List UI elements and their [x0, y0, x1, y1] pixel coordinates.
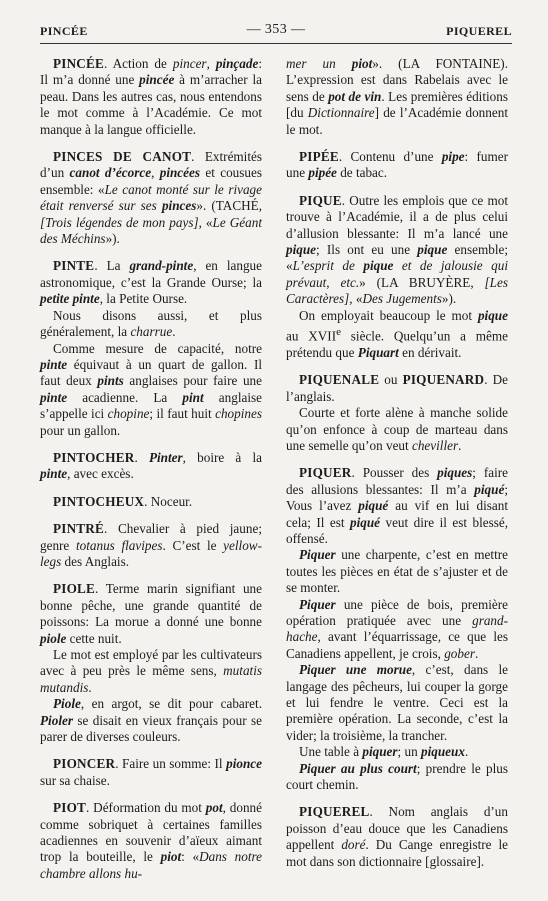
- left-column: [40, 56, 262, 893]
- entry-piquer: PIQUER. Pousser des piques; faire des allusions blessantes: Il m’a piqué; Vous l’avez piqué au vif en lui disant cela; Il est piqué veut dire il est blessé, offensé. Piquer une charpente, c’est en mettre toutes les pièces en état de s’ajuster et de se monter. Piquer une pièce de bois, première opération pratiquée avec une grand-hache, avant l’équarrissage, ce que les Canadiens appellent, je crois, gober. Piquer une morue, c’est, dans le langage des pêcheurs, lui couper la gorge et lui fendre le ventre. Ceci est la première opération. La seconde, c’est la vider; la troisième, la trancher. Une table à piquer; un piqueux. Piquer au plus court; prendre le plus court chemin.: [286, 465, 509, 793]
- entry-pintre: PINTRÉ. Chevalier à pied jaune; genre totanus flavipes. C’est le yellow-legs des Anglais.: [40, 521, 262, 569]
- entry-pioncer: PIONCER. Faire un somme: Il pionce sur sa chaise.: [40, 756, 262, 788]
- headword: PINTOCHEUX: [53, 493, 145, 509]
- headword: PINTOCHER: [53, 449, 135, 465]
- entry-pinte: PINTE. La grand-pinte, en langue astronomique, c’est la Grande Ourse; la petite pinte, la Petite Ourse. Nous disons aussi, et plus généralement, la charrue. Comme mesure de capacité, notre pinte équivaut à un quart de gallon. Il faut deux pints anglaises pour faire une pinte acadienne. La pint anglaise s’appelle ici chopine; il faut huit chopines pour un gallon.: [40, 258, 262, 438]
- headword: PIOT: [53, 800, 87, 816]
- headword: PIPÉE: [299, 149, 339, 165]
- running-header: [40, 22, 512, 42]
- headword: PIQUER: [299, 465, 352, 481]
- header-first-word: PINCÉE: [40, 24, 88, 38]
- headword: PINCÉE: [53, 56, 105, 71]
- headword: PIQUENALE: [299, 372, 380, 388]
- header-rule: [40, 43, 512, 44]
- entry-piot: PIOT. Déformation du mot pot, donné comme sobriquet à certaines familles acadiennes en souvenir d’aïeux aimant trop la bouteille, le piot: «Dans notre chambre allons hu-: [40, 800, 262, 881]
- entry-pintocher: PINTOCHER. Pinter, boire à la pinte, avec excès.: [40, 449, 263, 482]
- right-column: [286, 56, 508, 881]
- entry-pinces-de-canot: PINCES DE CANOT. Extrémités d’un canot d’écorce, pincées et cousues ensemble: «Le canot monté sur le rivage était renversé sur ses pinces». (TACHÉ, [Trois légendes de mon pays], «Le Géant des Méchins»).: [40, 149, 263, 247]
- header-last-word: PIQUEREL: [446, 24, 512, 38]
- entry-pincee: PINCÉE. Action de pincer, pinçade: Il m’a donné une pincée à m’arracher la peau. Dans les autres cas, nous entendons le mot comme à l’Académie. Ce mot manque à la langue officielle.: [40, 56, 263, 137]
- headword: PIOLE: [53, 581, 96, 597]
- entry-piole: PIOLE. Terme marin signifiant une bonne pêche, une grande quantité de poissons: La morue a donné une bonne piole cette nuit. Le mot est employé par les cultivateurs avec à peu près le même sens, mutatis mutandis. Piole, en argot, se dit pour cabaret. Pioler se disait en vieux français pour se parer de diverses couleurs.: [40, 581, 262, 745]
- headword: PINCES DE CANOT: [53, 149, 192, 165]
- headword: PINTE: [53, 258, 95, 274]
- entry-pipee: PIPÉE. Contenu d’une pipe: fumer une pipée de tabac.: [286, 149, 508, 181]
- headword-variant: PIQUENARD: [402, 372, 485, 388]
- entry-pintocheux: PINTOCHEUX. Noceur.: [53, 493, 193, 509]
- headword: PIONCER: [53, 756, 116, 772]
- page-number: — 353 —: [246, 22, 306, 37]
- entry-pique: PIQUE. Outre les emplois que ce mot trouve à l’Académie, il a de plus celui d’allusion blessante: Il m’a lancé une pique; Ils ont eu une pique ensemble; «L’esprit de pique et de jalousie qui prévaut, etc.» (LA BRUYÈRE, [Les Caractères], «Des Jugements»). On employait beaucoup le mot pique au XVIIe siècle. Quelqu’un a même prétendu que Piquart en dérivait.: [286, 192, 509, 360]
- headword: PINTRÉ: [53, 521, 105, 537]
- entry-piquerel: PIQUEREL. Nom anglais d’un poisson d’eau douce que les Canadiens appellent doré. Du Cange enregistre le mot dans son dictionnaire [glossaire].: [286, 804, 508, 869]
- entry-piquenale: PIQUENALE ou PIQUENARD. De l’anglais. Courte et forte alène à manche solide qu’on enfonce à coup de marteau dans une semelle qu’on veut cheviller.: [286, 372, 508, 453]
- headword: PIQUEREL: [299, 804, 370, 820]
- entry-piot-continued: mer un piot». (LA FONTAINE). L’expression est dans Rabelais avec le sens de pot de vin. Les premières éditions [du Dictionnaire] de l’Académie donnent le mot.: [286, 56, 509, 137]
- headword: PIQUE: [299, 192, 342, 208]
